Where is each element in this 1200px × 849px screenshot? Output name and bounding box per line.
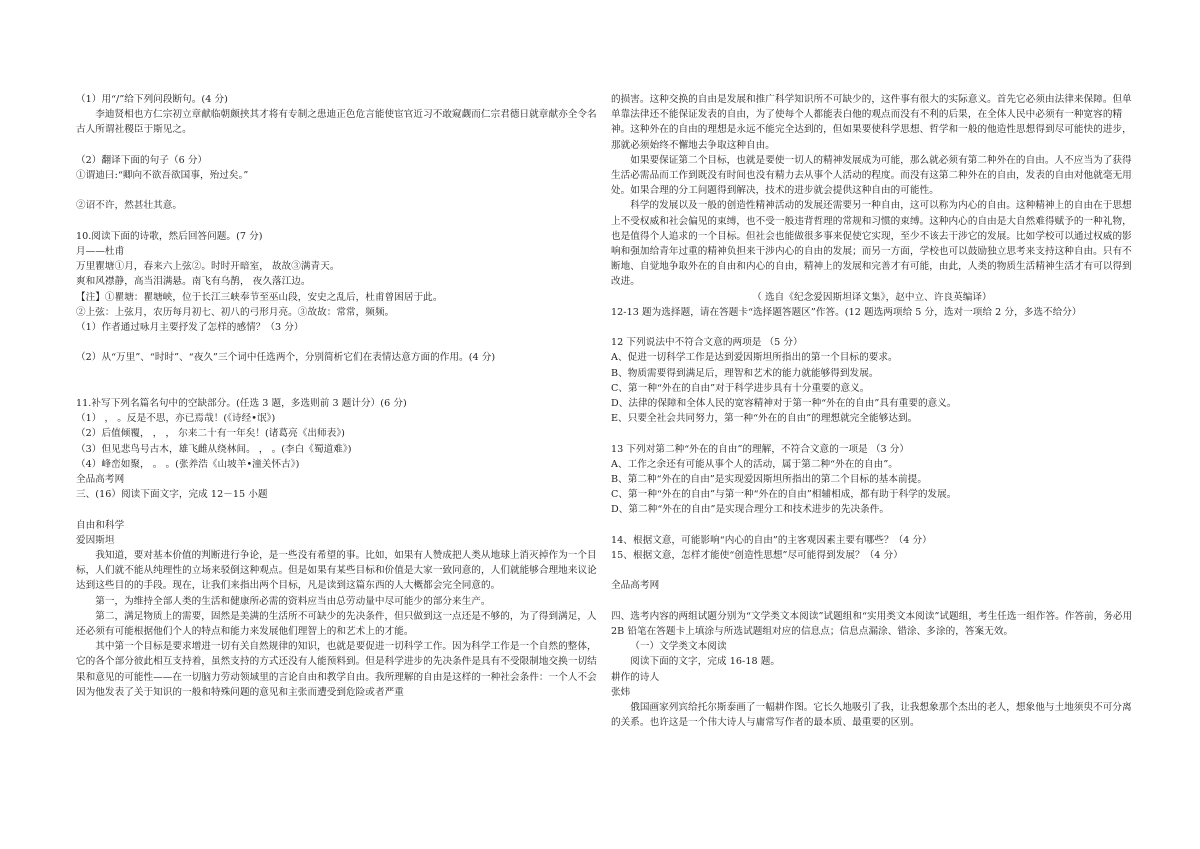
section-3-heading: 三、(16）阅读下面文字，完成 12－15 小题 xyxy=(76,489,268,501)
question-1-prompt: （1）用“/”给下列问段断句。(4 分) xyxy=(76,94,228,105)
article-2-author: 张炜 xyxy=(611,686,631,698)
article-paragraph-6: 如果要保证第二个目标，也就是要使一切人的精神发展成为可能，那么就必须有第二种外在的自由。人不应当为了获得生活必需品而工作到既没有时间也没有精力去从事个人活动的程度。而没有这第二种外在的自由，发表的自由对他就毫无用处。如果合理的分工问题得到解决，技术的进步就会提供这种自由的可能性。 xyxy=(611,154,1132,197)
question-12-prompt: 12 下列说法中不符合文意的两项是 （5 分） xyxy=(611,337,803,349)
watermark-text: 全品高考网 xyxy=(76,474,125,485)
poem-note-2: ②上弦：上弦月，农历每月初七、初八的弓形月亮。③故故：常常，频频。 xyxy=(76,306,395,318)
question-10-1: （1）作者通过咏月主要抒发了怎样的感情？（3 分） xyxy=(76,322,304,333)
question-13-option-d: D、第二种“外在的自由”是实现合理分工和技术进步的先决条件。 xyxy=(611,504,890,516)
question-1-passage: 李迪贤相也方仁宗初立章献临朝颇挟其才将有专制之患迪正色危言能使宦官近习不敢窥觑而仁宗君德日就章献亦全令名古人所谓社稷臣于斯见之。 xyxy=(76,109,597,136)
article-paragraph-5: 的损害。这种交换的自由是发展和推广科学知识所不可缺少的，这件事有很大的实际意义。首先它必须由法律来保障。但单单靠法律还不能保证发表的自由，为了使每个人都能表白他的观点而没有不利的后果，在全体人民中必须有一种宽容的精神。这种外在的自由的理想是永远不能完全达到的，但如果要使科学思想、哲学和一般的他造性思想得到尽可能快的进步，那就必须始终不懈地去争取这种自由。 xyxy=(611,94,1132,151)
article-paragraph-4: 其中第一个目标是要求增进一切有关自然规律的知识，也就是要促进一切科学工作。因为科学工作是一个自然的整体，它的各个部分彼此相互支持着，虽然支持的方式还没有人能预料到。但是科学进步的先决条件是具有不受限制地交换一切结果和意见的可能性——在一切脑力劳动领域里的言论自由和教学自由。我所理解的自由是这样的一种社会条件：一个人不会因为他发表了关于知识的一般和特殊问题的意见和主张而遭受到危险或者严重 xyxy=(76,641,597,698)
article-source: （ 选自《纪念爱因斯坦译文集》，赵中立、许良英编译） xyxy=(752,291,992,303)
question-2-sentence-1: ①谓迪曰:“卿向不欲吾欲国事，殆过矣。” xyxy=(76,170,249,181)
question-15-prompt: 15、根据文意，怎样才能使“创造性思想”尽可能得到发展？（4 分） xyxy=(611,550,903,562)
question-12-option-c: C、第一种“外在的自由”对于科学进步具有十分重要的意义。 xyxy=(611,382,870,394)
article-author: 爱因斯坦 xyxy=(76,534,115,546)
article-2-title: 耕作的诗人 xyxy=(611,671,660,683)
question-13-option-a: A、工作之余还有可能从事个人的活动，属于第二种“外在的自由”。 xyxy=(611,458,898,470)
question-11-item-1: （1） ， 。反是不思，亦已焉哉！(《诗经•氓》) xyxy=(76,413,276,425)
article-2-paragraph-1: 俄国画家列宾给托尔斯泰画了一幅耕作图。它长久地吸引了我，让我想象那个杰出的老人，想象他与土地须臾不可分离的关系。也许这是一个伟大诗人与庸常写作者的最本质、最重要的区别。 xyxy=(611,702,1132,729)
question-12-option-d: D、法律的保障和全体人民的宽容精神对于第一种“外在的自由”具有重要的意义。 xyxy=(611,398,957,410)
question-13-option-b: B、第二种“外在的自由”是实现爱因斯坦所指出的第二个目标的基本前提。 xyxy=(611,474,927,486)
poem-note-1: 【注】①瞿塘：瞿塘峡，位于长江三峡奉节至巫山段，安史之乱后，杜甫曾困居于此。 xyxy=(76,291,443,303)
question-12-option-a: A、促进一切科学工作是达到爱因斯坦所指出的第一个目标的要求。 xyxy=(611,352,898,364)
poem-title: 月——杜甫 xyxy=(76,245,125,257)
question-13-prompt: 13 下列对第二种“外在的自由”的理解，不符合文意的一项是 （3 分） xyxy=(611,443,910,455)
poem-line-2: 爽和风襟静，高当泪满悬。南飞有乌鹊， 夜久落江边。 xyxy=(76,276,311,288)
left-column xyxy=(76,92,598,700)
question-11-item-2: （2）后值倾覆， ， ， 尔来二十有一年矣！(诸葛亮《出师表》) xyxy=(76,428,345,440)
question-11-item-3: （3）但见悲鸟号古木，雄飞雌从绕林间。 ， 。(李白《蜀道难》) xyxy=(76,443,352,455)
reading-instruction: 阅读下面的文字，完成 16-18 题。 xyxy=(630,656,781,668)
question-2-prompt: （2）翻译下面的句子（6 分） xyxy=(76,154,208,166)
article-paragraph-2: 第一，为维持全部人类的生活和健康所必需的资料应当由总劳动量中尽可能少的部分来生产。 xyxy=(95,595,491,607)
question-12-option-e: E、只要全社会共同努力，第一种“外在的自由”的理想就完全能够达到。 xyxy=(611,413,918,425)
section-4-heading: 四、选考内容的两组试题分别为“文学类文本阅读”试题组和“实用类文本阅读”试题组，考生任选一组作答。作答前，务必用 2B 铅笔在答题卡上填涂与所选试题组对应的信息点；信息点漏涂、错涂、多涂的，答案无效。 xyxy=(611,610,1133,638)
right-column xyxy=(611,92,1133,730)
watermark-text: 全品高考网 xyxy=(611,580,660,592)
question-2-sentence-2: ②诏不许，然甚壮其意。 xyxy=(76,200,183,212)
article-paragraph-7: 科学的发展以及一般的创造性精神活动的发展还需要另一种自由，这可以称为内心的自由。这种精神上的自由在于思想上不受权威和社会偏见的束缚，也不受一般违背哲理的常规和习惯的束缚。这种内心的自由是大自然难得赋予的一种礼物，也是值得个人追求的一个目标。但社会也能做很多事来促使它实现，至少不该去干涉它的发展。比如学校可以通过权威的影响和强加给青年过重的精神负担来干涉内心的自由的发展；而另一方面，学校也可以鼓励独立思考来支持这种自由。只有不断地、自觉地争取外在的自由和内心的自由，精神上的发展和完善才有可能，由此，人类的物质生活精神生活才有可以得到改进。 xyxy=(611,200,1132,288)
question-11-item-4: （4）峰峦如聚， 。 。(张养浩《山坡羊•潼关怀古》) xyxy=(76,458,300,470)
question-12-option-b: B、物质需要得到满足后，理智和艺术的能力就能够得到发展。 xyxy=(611,367,879,379)
article-paragraph-3: 第二，满足物质上的需要，固然是美满的生活所不可缺少的先决条件，但只做到这一点还是不够的，为了得到满足，人还必须有可能根据他们个人的特点和能力来发展他们理智上的和艺术上的才能。 xyxy=(76,610,597,638)
question-10-2: （2）从“万里”、“时时”、“夜久”三个词中任选两个，分别简析它们在表情达意方面的作用。(4 分) xyxy=(76,352,496,364)
section-4-subheading: （一）文学类文本阅读 xyxy=(630,641,727,653)
question-14-prompt: 14、根据文意，可能影响“内心的自由”的主客观因素主要有哪些？（4 分） xyxy=(611,534,932,546)
choice-instructions: 12-13 题为选择题，请在答题卡“选择题答题区”作答。(12 题选两项给 5 分，选对一项给 2 分，多选不给分） xyxy=(611,306,1082,318)
article-paragraph-1: 我知道，要对基本价值的判断进行争论，是一些没有希望的事。比如，如果有人赞成把人类从地球上消灭掉作为一个目标，人们就不能从纯理性的立场来驳倒这种观点。但是如果有某些目标和价值是大家一致同意的，人们就能够合理地来议论达到这些目的的手段。现在，让我们来指出两个目标，凡是读到这篇东西的人大概都会完全同意的。 xyxy=(76,550,597,592)
question-13-option-c: C、第一种“外在的自由”与第一种“外在的自由”相辅相成，都有助于科学的发展。 xyxy=(611,489,957,501)
question-10-title: 10.阅读下面的诗歌，然后回答问题。(7 分) xyxy=(76,230,263,242)
question-11-title: 11.补写下列名篇名句中的空缺部分。(任选 3 题，多选则前 3 题计分）(6 分) xyxy=(76,397,407,409)
article-title: 自由和科学 xyxy=(76,519,125,531)
poem-line-1: 万里瞿塘①月，春来六上弦②。时时开暗室， 故故③满青天。 xyxy=(76,261,340,273)
